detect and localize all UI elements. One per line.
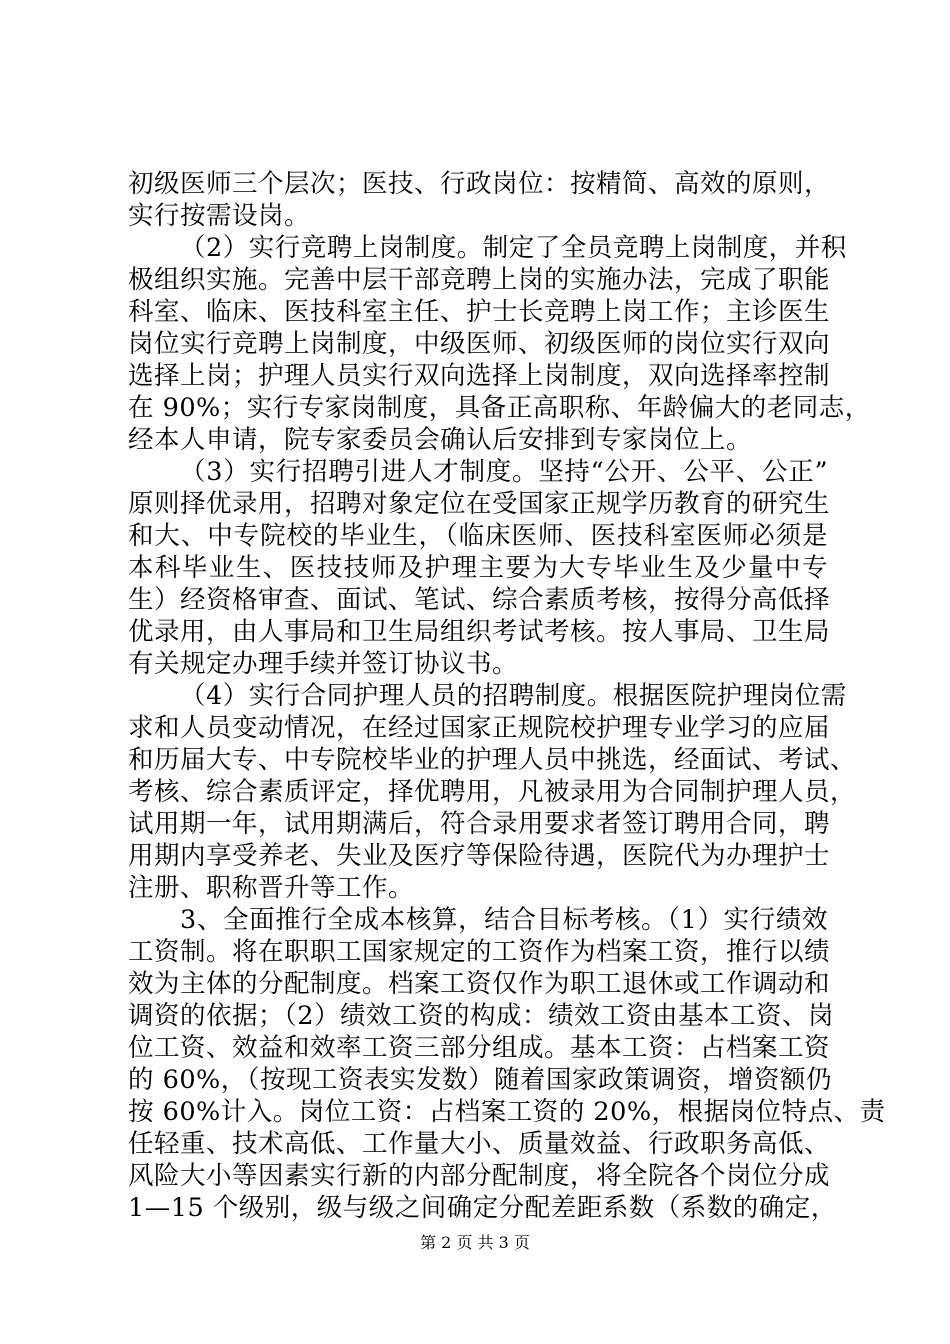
text-line: 初级医师三个层次；医技、行政岗位：按精简、高效的原则， bbox=[128, 169, 831, 199]
text-line: （4）实行合同护理人员的招聘制度。根据医院护理岗位需 bbox=[180, 681, 847, 711]
text-line: 和历届大专、中专院校毕业的护理人员中挑选，经面试、考试、 bbox=[128, 745, 857, 775]
text-line: 的 60%，（按现工资表实发数）随着国家政策调资，增资额仍 bbox=[128, 1065, 833, 1095]
document-body bbox=[128, 168, 886, 1224]
text-line: 位工资、效益和效率工资三部分组成。基本工资：占档案工资 bbox=[128, 1033, 831, 1063]
text-line: 实行按需设岗。 bbox=[128, 201, 311, 231]
text-line: （2）实行竞聘上岗制度。制定了全员竞聘上岗制度，并积 bbox=[180, 233, 847, 263]
text-line: 3、全面推行全成本核算，结合目标考核。（1）实行绩效 bbox=[180, 905, 828, 935]
text-line: 原则择优录用，招聘对象定位在受国家正规学历教育的研究生 bbox=[128, 489, 831, 519]
text-line: 和大、中专院校的毕业生，（临床医师、医技科室医师必须是 bbox=[128, 521, 828, 551]
text-line: 用期内享受养老、失业及医疗等保险待遇，医院代为办理护士 bbox=[128, 841, 831, 871]
page-number-footer: 第 2 页 共 3 页 bbox=[420, 1233, 530, 1252]
text-line: 考核、综合素质评定，择优聘用，凡被录用为合同制护理人员， bbox=[128, 777, 857, 807]
text-line: （3）实行招聘引进人才制度。坚持“公开、公平、公正” bbox=[180, 457, 828, 487]
text-line: 求和人员变动情况，在经过国家正规院校护理专业学习的应届 bbox=[128, 713, 831, 743]
text-line: 调资的依据；（2）绩效工资的构成：绩效工资由基本工资、岗 bbox=[128, 1001, 834, 1031]
text-line: 工资制。将在职职工国家规定的工资作为档案工资，推行以绩 bbox=[128, 937, 831, 967]
text-line: 1—15 个级别，级与级之间确定分配差距系数（系数的确定， bbox=[128, 1193, 837, 1223]
text-line: 在 90%；实行专家岗制度，具备正高职称、年龄偏大的老同志， bbox=[128, 393, 871, 423]
text-line: 极组织实施。完善中层干部竞聘上岗的实施办法，完成了职能 bbox=[128, 265, 831, 295]
text-line: 效为主体的分配制度。档案工资仅作为职工退休或工作调动和 bbox=[128, 969, 831, 999]
text-line: 经本人申请，院专家委员会确认后安排到专家岗位上。 bbox=[128, 425, 753, 455]
text-line: 风险大小等因素实行新的内部分配制度，将全院各个岗位分成 bbox=[128, 1161, 831, 1191]
text-line: 有关规定办理手续并签订协议书。 bbox=[128, 649, 519, 679]
text-line: 本科毕业生、医技技师及护理主要为大专毕业生及少量中专 bbox=[128, 553, 828, 583]
text-line: 注册、职称晋升等工作。 bbox=[128, 873, 415, 903]
text-line: 选择上岗；护理人员实行双向选择上岗制度，双向选择率控制 bbox=[128, 361, 831, 391]
text-line: 任轻重、技术高低、工作量大小、质量效益、行政职务高低、 bbox=[128, 1129, 831, 1159]
text-line: 科室、临床、医技科室主任、护士长竞聘上岗工作；主诊医生 bbox=[128, 297, 831, 327]
text-line: 岗位实行竞聘上岗制度，中级医师、初级医师的岗位实行双向 bbox=[128, 329, 831, 359]
text-line: 试用期一年，试用期满后，符合录用要求者签订聘用合同，聘 bbox=[128, 809, 831, 839]
text-line: 优录用，由人事局和卫生局组织考试考核。按人事局、卫生局 bbox=[128, 617, 831, 647]
text-line: 按 60%计入。岗位工资：占档案工资的 20%，根据岗位特点、责 bbox=[128, 1097, 886, 1127]
text-line: 生）经资格审查、面试、笔试、综合素质考核，按得分高低择 bbox=[128, 585, 831, 615]
